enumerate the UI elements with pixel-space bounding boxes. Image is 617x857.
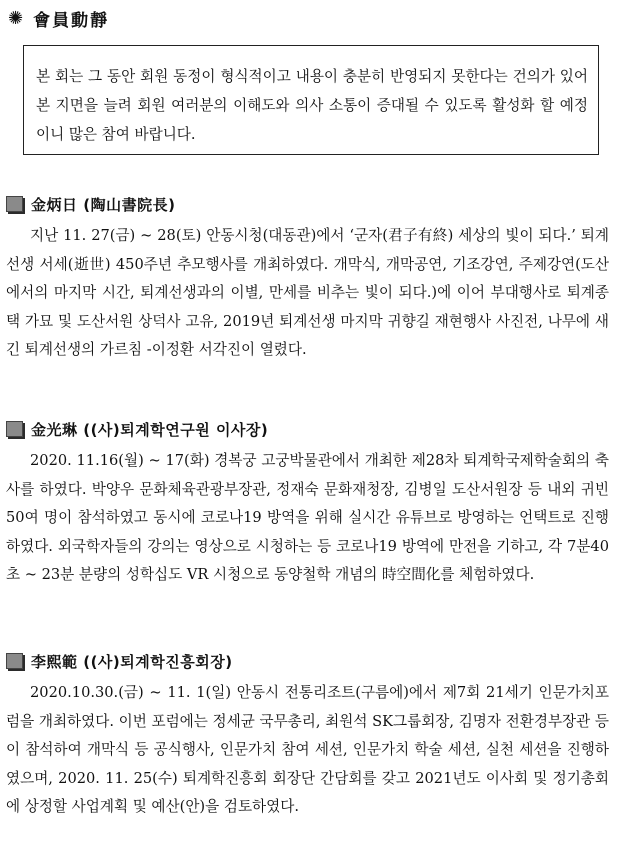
section-header xyxy=(6,649,609,673)
member-news-section-2 xyxy=(6,417,609,590)
member-name: 李熙範 ((사)퇴계학진흥회장) xyxy=(31,652,233,671)
member-news-text: 2020.10.30.(금) ~ 11. 1(일) 안동시 전통리조트(구름에)에서 제7회 21세기 인문가치포럼을 개최하였다. 이번 포럼에는 정세균 국무총리, 최원석 SK그룹회장, 김명자 전환경부장관 등이 참석하여 개막식 등 공식행사, 인문가치 참여 세션, 인문가치 학술 세션, 실천 세션을 진행하였으며, 2020. 11. 25(수) 퇴계학진흥회 회장단 간담회를 갖고 2021년도 이사회 및 정기총회에 상정할 사업계획 및 예산(안)을 검토하였다. xyxy=(6,684,609,816)
gray-square-bullet-icon xyxy=(6,653,23,669)
gray-square-bullet-icon xyxy=(6,421,23,437)
notice-box xyxy=(23,45,599,155)
notice-text: 본 회는 그 동안 회원 동정이 형식적이고 내용이 충분히 반영되지 못한다는 건의가 있어 본 지면을 늘려 회원 여러분의 이해도와 의사 소통이 증대될 수 있도록 활성화 할 예정이니 많은 참여 바랍니다. xyxy=(36,68,588,143)
member-name: 金光琳 ((사)퇴계학연구원 이사장) xyxy=(31,420,269,439)
member-news-text: 2020. 11.16(월) ~ 17(화) 경복궁 고궁박물관에서 개최한 제28차 퇴계학국제학술회의 축사를 하였다. 박양우 문화체육관광부장관, 정재숙 문화재청장, 김병일 도산서원장 등 내외 귀빈 50여 명이 참석하였고 동시에 코로나19 방역을 위해 실시간 유튜브로 방영하는 언택트로 진행하였다. 외국학자들의 강의는 영상으로 시청하는 등 코로나19 방역에 만전을 기하고, 각 7분40초 ~ 23분 분량의 성학십도 VR 시청으로 동양철학 개념의 時空間化를 체험하였다. xyxy=(6,452,609,584)
gray-square-bullet-icon xyxy=(6,196,23,212)
page-header xyxy=(8,6,109,31)
member-news-text: 지난 11. 27(금) ~ 28(토) 안동시청(대동관)에서 ‘군자(君子有終) 세상의 빛이 되다.’ 퇴계선생 서세(逝世) 450주년 추모행사를 개최하였다. 개막식, 개막공연, 기조강연, 주제강연(도산에서의 마지막 시간, 퇴계선생과의 이별, 만세를 비추는 빛이 되다.)에 이어 부대행사로 퇴계종택 가묘 및 도산서원 상덕사 고유, 2019년 퇴계선생 마지막 귀향길 재현행사 사진전, 나무에 새긴 퇴계선생의 가르침 -이정환 서각진이 열렸다. xyxy=(6,227,609,359)
sun-burst-icon: ✺ xyxy=(8,7,24,29)
member-news-section-1 xyxy=(6,192,609,365)
section-header xyxy=(6,192,609,216)
page-title: 會員動靜 xyxy=(33,11,110,31)
section-header xyxy=(6,417,609,441)
member-name: 金炳日 (陶山書院長) xyxy=(31,195,176,214)
member-news-section-3 xyxy=(6,649,609,822)
